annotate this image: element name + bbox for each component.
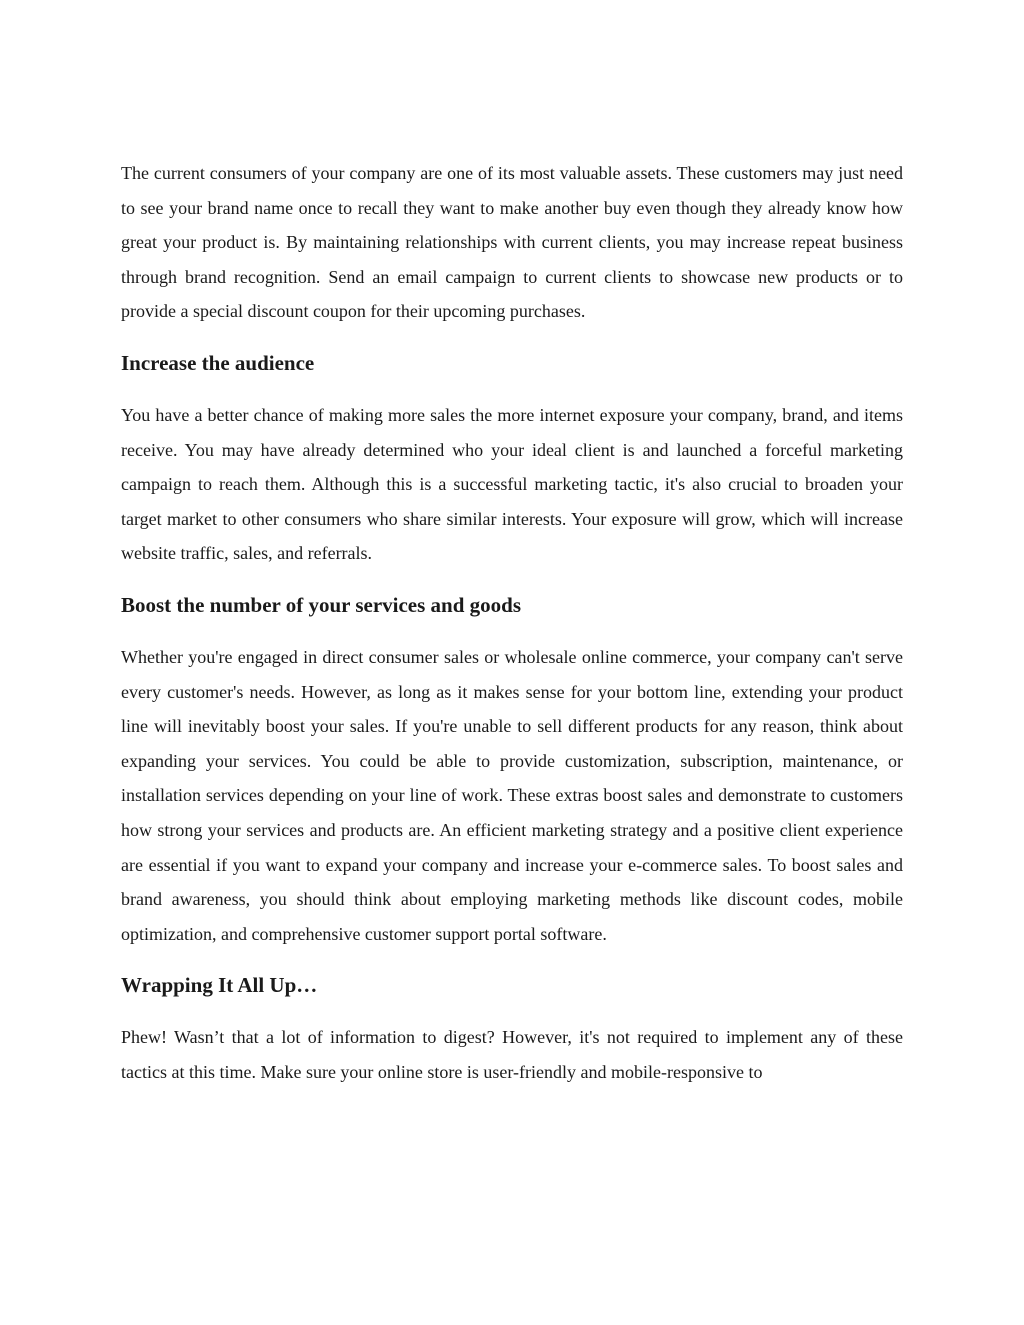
intro-paragraph: The current consumers of your company are one of its most valuable assets. These customers may just need to see your brand name once to recall they want to make another buy even though they already know how great your product is. By maintaining relationships with current clients, you may increase repeat business through brand recognition. Send an email campaign to current clients to showcase new products or to provide a special discount coupon for their upcoming purchases.: [121, 163, 903, 322]
section-paragraph-boost-services: Whether you're engaged in direct consumer sales or wholesale online commerce, your company can't serve every customer's needs. However, as long as it makes sense for your bottom line, extending your product line will inevitably boost your sales. If you're unable to sell different products for any reason, think about expanding your services. You could be able to provide customization, subscription, maintenance, or installation services depending on your line of work. These extras boost sales and demonstrate to customers how strong your services and products are. An efficient marketing strategy and a positive client experience are essential if you want to expand your company and increase your e-commerce sales. To boost sales and brand awareness, you should think about employing marketing methods like discount codes, mobile optimization, and comprehensive customer support portal software.: [121, 646, 903, 944]
section-heading-increase-audience: Increase the audience: [121, 350, 315, 375]
section-paragraph-increase-audience: You have a better chance of making more sales the more internet exposure your company, brand, and items receive. You may have already determined who your ideal client is and launched a forceful marketing campaign to reach them. Although this is a successful marketing tactic, it's also crucial to broaden your target market to other consumers who share similar interests. Your exposure will grow, which will increase website traffic, sales, and referrals.: [121, 404, 903, 564]
section-heading-wrapping-up: Wrapping It All Up…: [121, 973, 318, 998]
section-heading-boost-services: Boost the number of your services and goods: [121, 592, 521, 617]
document-page: [121, 156, 903, 1089]
section-paragraph-wrapping-up: Phew! Wasn’t that a lot of information to digest? However, it's not required to implement any of these tactics at this time. Make sure your online store is user-friendly and mobile-responsive to: [121, 1027, 903, 1082]
